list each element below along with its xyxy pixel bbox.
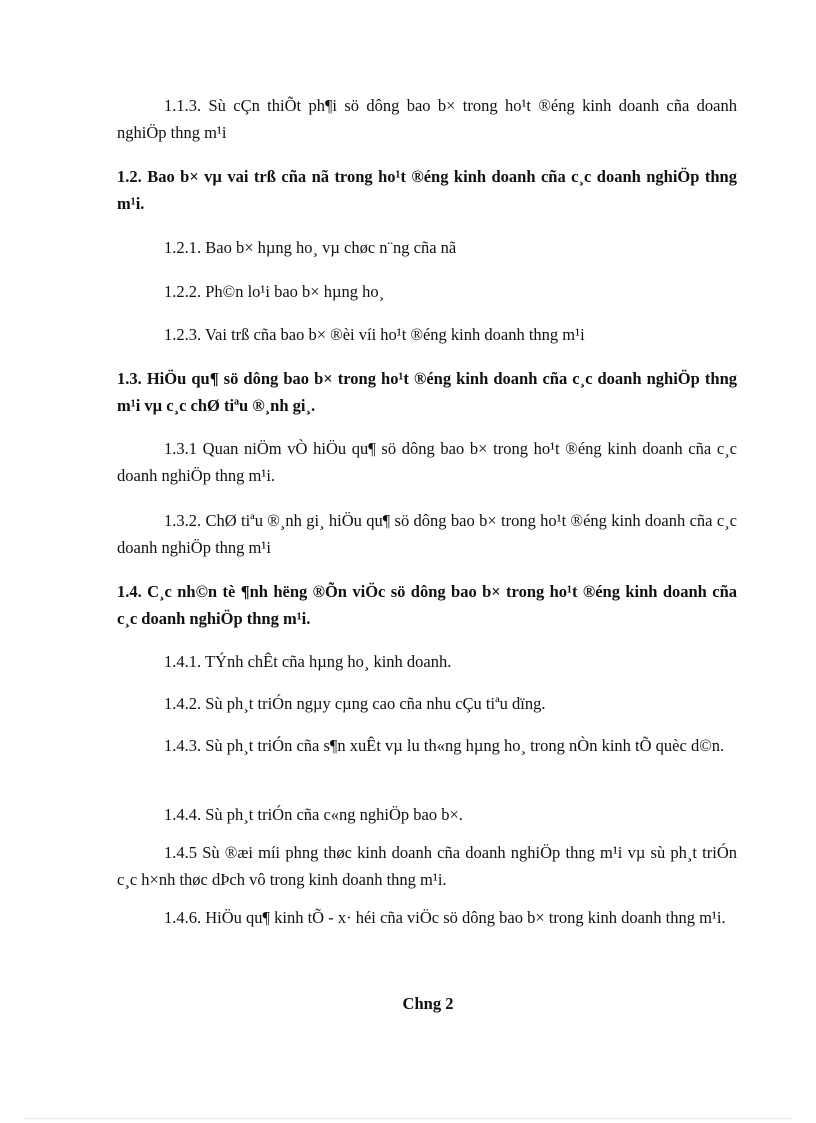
toc-entry-1-2-3: 1.2.3. Vai trß cña bao b× ®èi víi ho¹t ®éng kinh doanh thng m¹i <box>164 325 585 344</box>
toc-entry-1-2-2: 1.2.2. Ph©n lo¹i bao b× hµng ho¸ <box>164 282 385 301</box>
toc-entry-1-4-5: 1.4.5 Sù ®æi míi phng thøc kinh doanh cña doanh nghiÖp thng m¹i vµ sù ph¸t triÓn c¸c h×nh thøc dÞch vô trong kinh doanh thng m¹i. <box>117 843 737 889</box>
toc-entry-1-4-2: 1.4.2. Sù ph¸t triÓn ngµy cµng cao cña nhu cÇu tiªu dïng. <box>164 694 546 713</box>
toc-heading-1-2: 1.2. Bao b× vµ vai trß cña nã trong ho¹t ®éng kinh doanh cña c¸c doanh nghiÖp thng m¹i. <box>117 167 737 213</box>
toc-entry-1-1-3: 1.1.3. Sù cÇn thiÕt ph¶i sö dông bao b× trong ho¹t ®éng kinh doanh cña doanh nghiÖp thng m¹i <box>117 96 737 142</box>
toc-entry-1-4-4: 1.4.4. Sù ph¸t triÓn cña c«ng nghiÖp bao b×. <box>164 805 463 824</box>
toc-entry-1-4-3: 1.4.3. Sù ph¸t triÓn cña s¶n xuÊt vµ lu th«ng hµng ho¸ trong nÒn kinh tÕ quèc d©n. <box>164 736 725 755</box>
toc-entry-1-3-2: 1.3.2. ChØ tiªu ®¸nh gi¸ hiÖu qu¶ sö dông bao b× trong ho¹t ®éng kinh doanh cña c¸c doanh nghiÖp thng m¹i <box>117 511 737 557</box>
toc-entry-1-2-1: 1.2.1. Bao b× hµng ho¸ vµ chøc n¨ng cña nã <box>164 238 457 257</box>
toc-entry-1-4-1: 1.4.1. TÝnh chÊt cña hµng ho¸ kinh doanh. <box>164 652 452 671</box>
page-bottom-divider <box>25 1118 791 1119</box>
toc-entry-1-3-1: 1.3.1 Quan niÖm vÒ hiÖu qu¶ sö dông bao b× trong ho¹t ®éng kinh doanh cña c¸c doanh nghiÖp thng m¹i. <box>117 439 737 485</box>
toc-heading-1-3: 1.3. HiÖu qu¶ sö dông bao b× trong ho¹t ®éng kinh doanh cña c¸c doanh nghiÖp thng m¹i vµ c¸c chØ tiªu ®¸nh gi¸. <box>117 369 737 415</box>
chapter-heading: Chng 2 <box>402 994 454 1013</box>
toc-entry-1-4-6: 1.4.6. HiÖu qu¶ kinh tÕ - x· héi cña viÖc sö dông bao b× trong kinh doanh thng m¹i. <box>164 908 726 927</box>
toc-heading-1-4: 1.4. C¸c nh©n tè ¶nh hëng ®Õn viÖc sö dông bao b× trong ho¹t ®éng kinh doanh cña c¸c doanh nghiÖp thng m¹i. <box>117 582 737 628</box>
